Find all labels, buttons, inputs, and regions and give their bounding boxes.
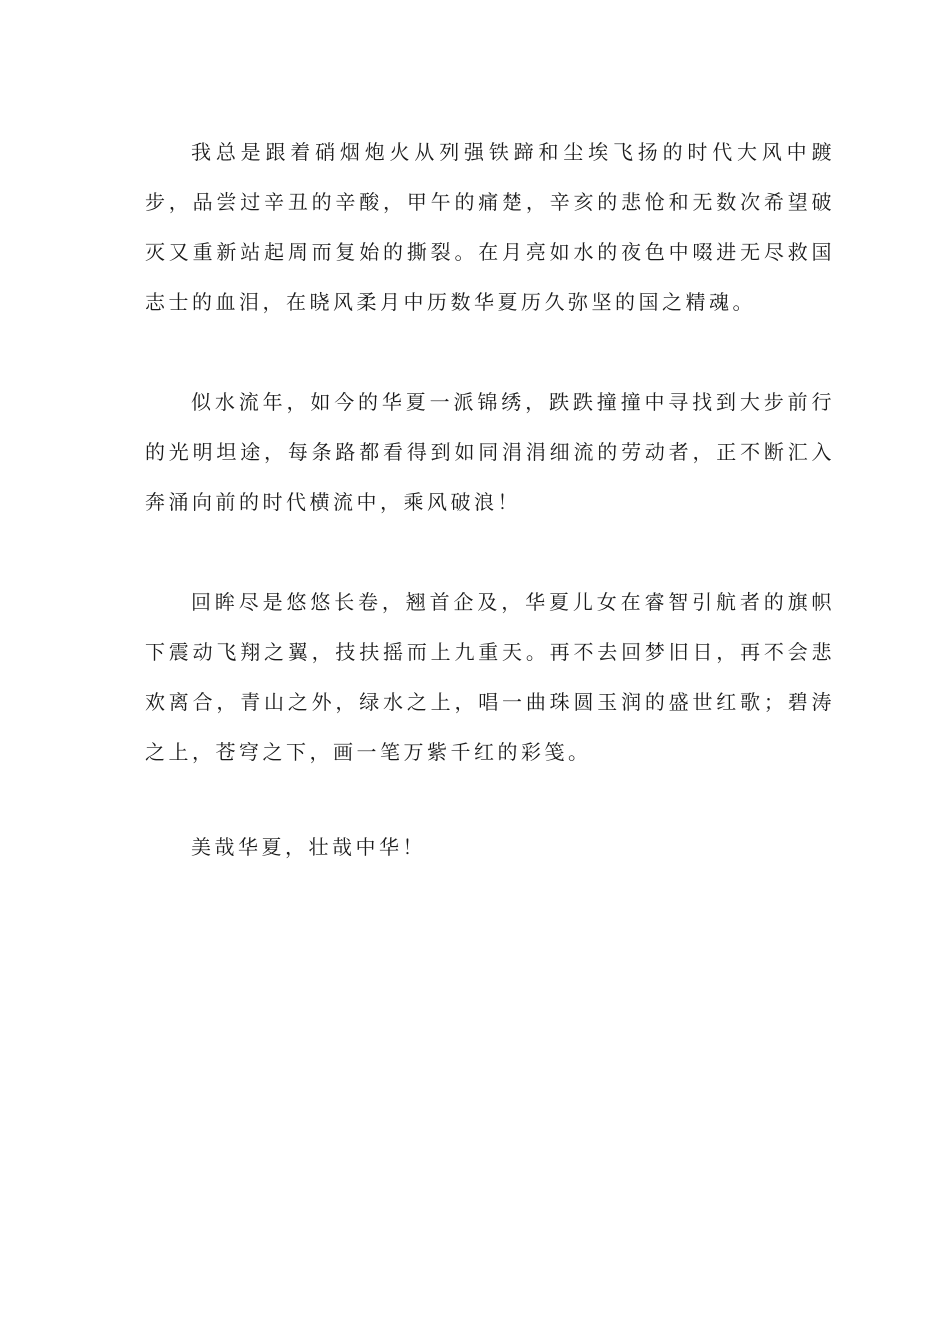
paragraph-1: 我总是跟着硝烟炮火从列强铁蹄和尘埃飞扬的时代大风中踱步，品尝过辛丑的辛酸，甲午的痛楚，辛亥的悲怆和无数次希望破灭又重新站起周而复始的撕裂。在月亮如水的夜色中啜进无尽救国志士的血泪，在晓风柔月中历数华夏历久弥坚的国之精魂。 [145,140,835,314]
paragraph-4: 美哉华夏，壮哉中华！ [191,835,426,859]
document-body [145,127,835,872]
paragraph-3: 回眸尽是悠悠长卷，翘首企及，华夏儿女在睿智引航者的旗帜下震动飞翔之翼，技扶摇而上九重天。再不去回梦旧日，再不会悲欢离合，青山之外，绿水之上，唱一曲珠圆玉润的盛世红歌；碧涛之上，苍穹之下，画一笔万紫千红的彩笺。 [145,590,835,764]
paragraph-2: 似水流年，如今的华夏一派锦绣，跌跌撞撞中寻找到大步前行的光明坦途，每条路都看得到如同涓涓细流的劳动者，正不断汇入奔涌向前的时代横流中，乘风破浪！ [145,390,835,514]
